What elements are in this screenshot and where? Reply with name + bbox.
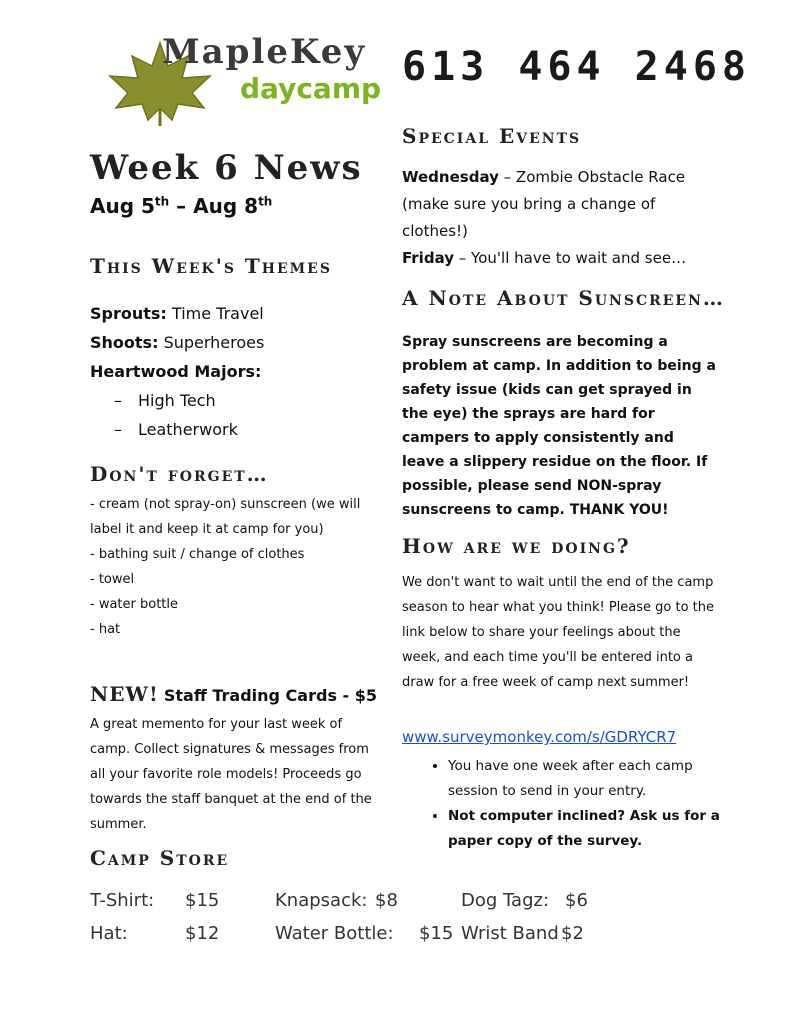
phone-number: 613 464 2468 bbox=[402, 44, 751, 90]
store-item-price: $6 bbox=[565, 890, 588, 911]
date-start: Aug 5 bbox=[90, 194, 155, 218]
list-item: - hat bbox=[90, 622, 121, 637]
dont-forget-heading: Don't forget… bbox=[90, 462, 269, 486]
shoots-label: Shoots: bbox=[90, 333, 159, 352]
store-item-name: Knapsack: bbox=[275, 890, 368, 911]
sunscreen-note: Spray sunscreens are becoming a problem at camp. In addition to being a safety issue (kids can get sprayed in the eye) the sprays are hard for campers to apply consistently and leave a slippery residue on the floor. If possible, please send NON-spray sunscreens to camp. THANK YOU! bbox=[402, 334, 716, 518]
page-title: Week 6 News bbox=[90, 148, 363, 188]
friday-text: – You'll have to wait and see… bbox=[454, 249, 687, 267]
store-item-name: Dog Tagz: bbox=[461, 890, 550, 911]
heartwood-list bbox=[90, 386, 380, 444]
themes-block bbox=[90, 299, 380, 444]
store-item-name: Hat: bbox=[90, 923, 128, 944]
store-item-price: $2 bbox=[561, 923, 584, 944]
list-item: - cream (not spray-on) sunscreen (we will label it and keep it at camp for you) bbox=[90, 497, 361, 537]
survey-link[interactable]: www.surveymonkey.com/s/GDRYCR7 bbox=[402, 728, 677, 746]
date-end: Aug 8 bbox=[193, 194, 259, 218]
camp-logo bbox=[100, 30, 380, 120]
survey-bullet: • You have one week after each camp session to send in your entry. bbox=[448, 754, 738, 804]
wednesday-label: Wednesday bbox=[402, 168, 499, 186]
logo-daycamp-text: daycamp bbox=[240, 72, 382, 105]
sprouts-value: Time Travel bbox=[171, 304, 264, 323]
date-separator: – bbox=[169, 194, 194, 218]
logo-maplekey-text: MapleKey bbox=[162, 32, 367, 72]
trading-cards-price: - $5 bbox=[336, 686, 378, 705]
list-item: - towel bbox=[90, 572, 135, 587]
survey-bullets bbox=[402, 754, 738, 854]
list-item: - water bottle bbox=[90, 597, 179, 612]
store-item-price: $15 bbox=[419, 923, 454, 944]
week-dates bbox=[90, 194, 272, 218]
special-events-heading: Special Events bbox=[402, 124, 582, 148]
store-item-price: $12 bbox=[185, 923, 220, 944]
store-item-name: T-Shirt: bbox=[90, 890, 155, 911]
themes-heading: This Week's Themes bbox=[90, 254, 332, 278]
store-item-price: $15 bbox=[185, 890, 220, 911]
survey-body: We don't want to wait until the end of the camp season to hear what you think! Please go to the link below to share your feelings about the week, and each time you'll be entered into a draw for a free week of camp next summer! bbox=[402, 575, 715, 690]
camp-store-heading: Camp Store bbox=[90, 846, 230, 870]
trading-cards-body: A great memento for your last week of camp. Collect signatures & messages from all your favorite role models! Proceeds go towards the staff banquet at the end of the summer. bbox=[90, 717, 372, 832]
sunscreen-heading: A Note About Sunscreen… bbox=[402, 286, 725, 310]
sprouts-label: Sprouts: bbox=[90, 304, 167, 323]
heartwood-item: – Leatherwork bbox=[90, 415, 380, 444]
wednesday-text: – Zombie Obstacle Race (make sure you bring a change of clothes!) bbox=[402, 168, 686, 240]
camp-store-table bbox=[90, 884, 690, 950]
store-item-name: Water Bottle: bbox=[275, 923, 394, 944]
date-end-suffix: th bbox=[258, 194, 273, 209]
store-item-price: $8 bbox=[375, 890, 398, 911]
store-item-name: Wrist Band bbox=[461, 923, 559, 944]
survey-heading: How are we doing? bbox=[402, 534, 631, 558]
dont-forget-list bbox=[90, 492, 370, 642]
shoots-value: Superheroes bbox=[163, 333, 265, 352]
date-start-suffix: th bbox=[154, 194, 170, 209]
heartwood-item: – High Tech bbox=[90, 386, 380, 415]
heartwood-label: Heartwood Majors: bbox=[90, 362, 262, 381]
special-events-body bbox=[402, 164, 722, 272]
survey-bullet: • Not computer inclined? Ask us for a paper copy of the survey. bbox=[448, 804, 738, 854]
list-item: - bathing suit / change of clothes bbox=[90, 547, 305, 562]
trading-cards-title: Staff Trading Cards bbox=[163, 686, 337, 705]
trading-cards-heading bbox=[90, 682, 377, 706]
friday-label: Friday bbox=[402, 249, 455, 267]
new-badge: NEW! bbox=[90, 682, 159, 706]
